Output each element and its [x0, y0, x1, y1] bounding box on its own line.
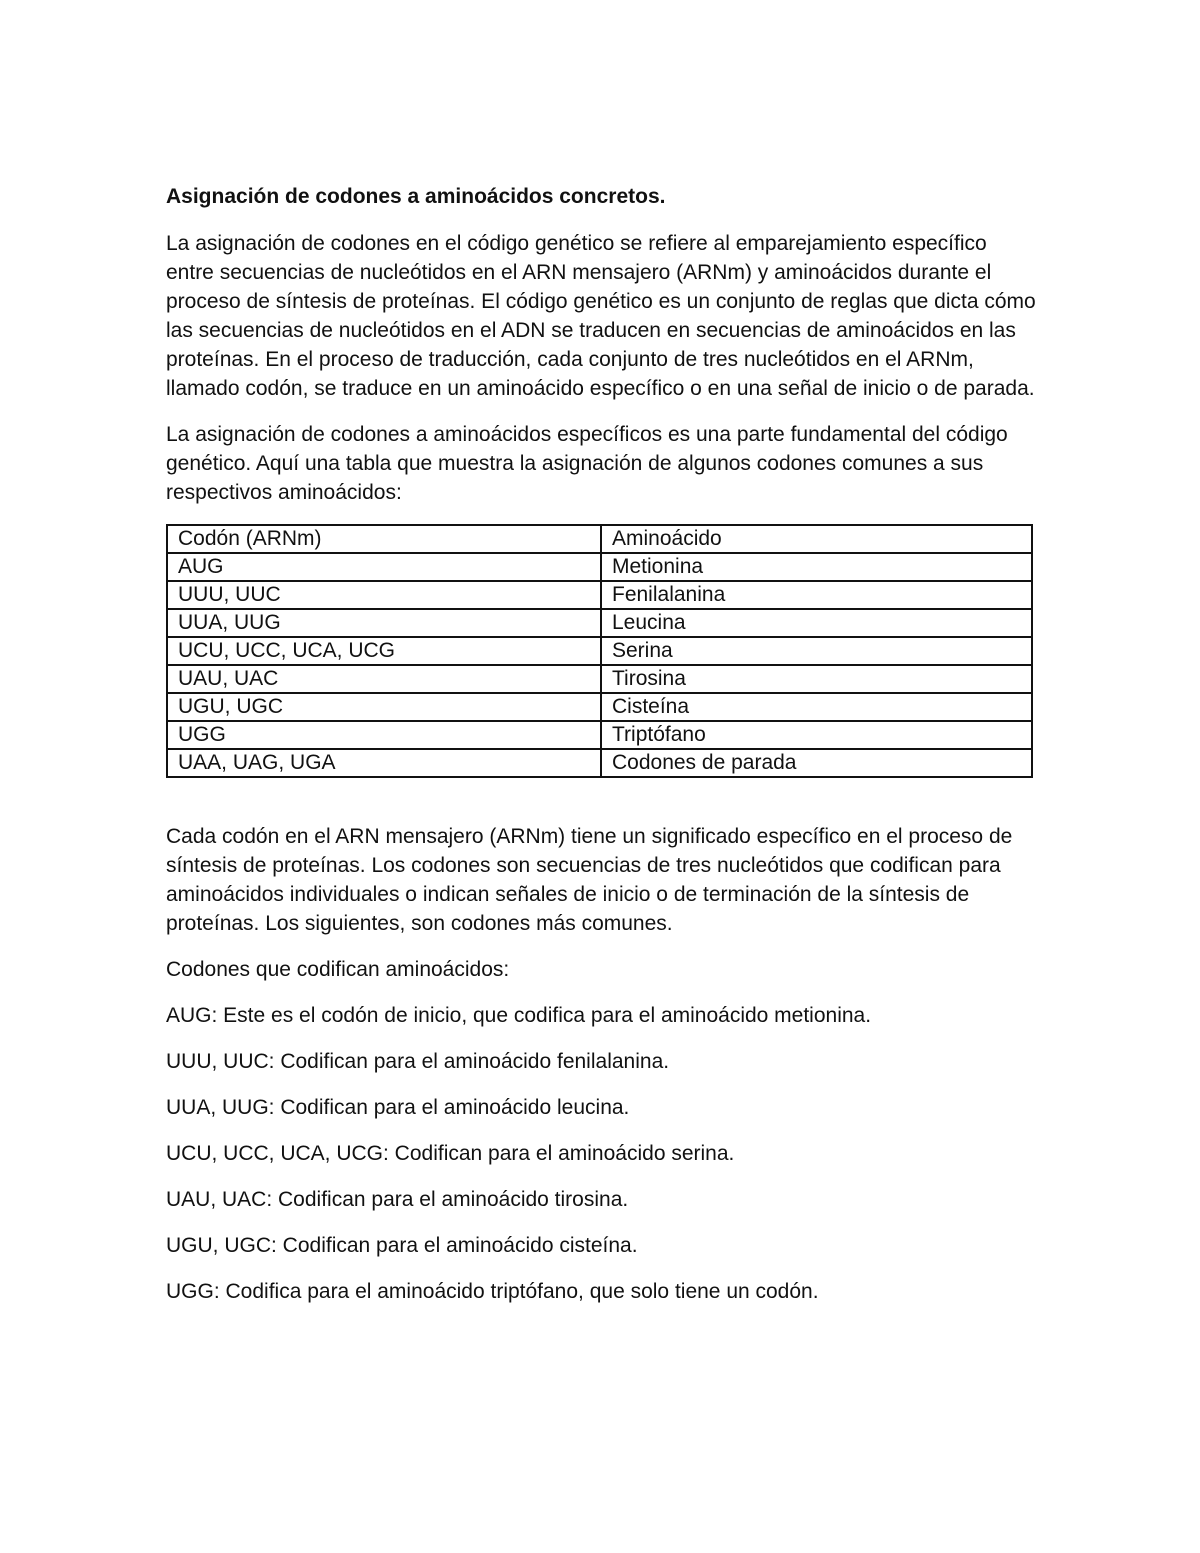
codon-list-item: UGG: Codifica para el aminoácido triptófano, que solo tiene un codón. [166, 1280, 819, 1303]
codon-list-item: UUU, UUC: Codifican para el aminoácido fenilalanina. [166, 1050, 670, 1073]
table-header-codon: Codón (ARNm) [167, 525, 601, 553]
codon-list-item: UGU, UGC: Codifican para el aminoácido cisteína. [166, 1234, 638, 1257]
document-title: Asignación de codones a aminoácidos concretos. [166, 185, 666, 208]
table-cell-codon: UAA, UAG, UGA [167, 749, 601, 777]
table-cell-amino: Leucina [601, 609, 1032, 637]
after-paragraph-2: Codones que codifican aminoácidos: [166, 958, 510, 981]
document-page [166, 182, 1036, 1323]
table-row [167, 553, 1032, 581]
table-header-amino: Aminoácido [601, 525, 1032, 553]
codon-table [166, 524, 1033, 778]
table-cell-codon: UCU, UCC, UCA, UCG [167, 637, 601, 665]
table-row [167, 693, 1032, 721]
table-header-row [167, 525, 1032, 553]
table-cell-amino: Tirosina [601, 665, 1032, 693]
table-row [167, 749, 1032, 777]
codon-list-item: UAU, UAC: Codifican para el aminoácido tirosina. [166, 1188, 629, 1211]
table-cell-amino: Cisteína [601, 693, 1032, 721]
codon-list-item: UUA, UUG: Codifican para el aminoácido leucina. [166, 1096, 630, 1119]
table-cell-amino: Fenilalanina [601, 581, 1032, 609]
table-row [167, 637, 1032, 665]
intro-paragraph-1: La asignación de codones en el código genético se refiere al emparejamiento específico entre secuencias de nucleótidos en el ARN mensajero (ARNm) y aminoácidos durante el proceso de síntesis de proteínas. El código genético es un conjunto de reglas que dicta cómo las secuencias de nucleótidos en el ADN se traducen en secuencias de aminoácidos en las proteínas. En el proceso de traducción, cada conjunto de tres nucleótidos en el ARNm, llamado codón, se traduce en un aminoácido específico o en una señal de inicio o de parada. [166, 232, 1036, 400]
codon-list-item: UCU, UCC, UCA, UCG: Codifican para el aminoácido serina. [166, 1142, 735, 1165]
table-cell-amino: Codones de parada [601, 749, 1032, 777]
table-cell-codon: UUU, UUC [167, 581, 601, 609]
table-cell-amino: Serina [601, 637, 1032, 665]
table-row [167, 721, 1032, 749]
table-cell-amino: Metionina [601, 553, 1032, 581]
codon-list-item: AUG: Este es el codón de inicio, que codifica para el aminoácido metionina. [166, 1004, 872, 1027]
table-row [167, 609, 1032, 637]
table-cell-amino: Triptófano [601, 721, 1032, 749]
table-cell-codon: AUG [167, 553, 601, 581]
table-cell-codon: UAU, UAC [167, 665, 601, 693]
table-cell-codon: UUA, UUG [167, 609, 601, 637]
after-paragraph-1: Cada codón en el ARN mensajero (ARNm) tiene un significado específico en el proceso de síntesis de proteínas. Los codones son secuencias de tres nucleótidos que codifican para aminoácidos individuales o indican señales de inicio o de terminación de la síntesis de proteínas. Los siguientes, son codones más comunes. [166, 825, 1013, 935]
table-cell-codon: UGG [167, 721, 601, 749]
table-row [167, 581, 1032, 609]
intro-paragraph-2: La asignación de codones a aminoácidos específicos es una parte fundamental del código genético. Aquí una tabla que muestra la asignación de algunos codones comunes a sus respectivos aminoácidos: [166, 423, 1008, 504]
table-row [167, 665, 1032, 693]
table-cell-codon: UGU, UGC [167, 693, 601, 721]
